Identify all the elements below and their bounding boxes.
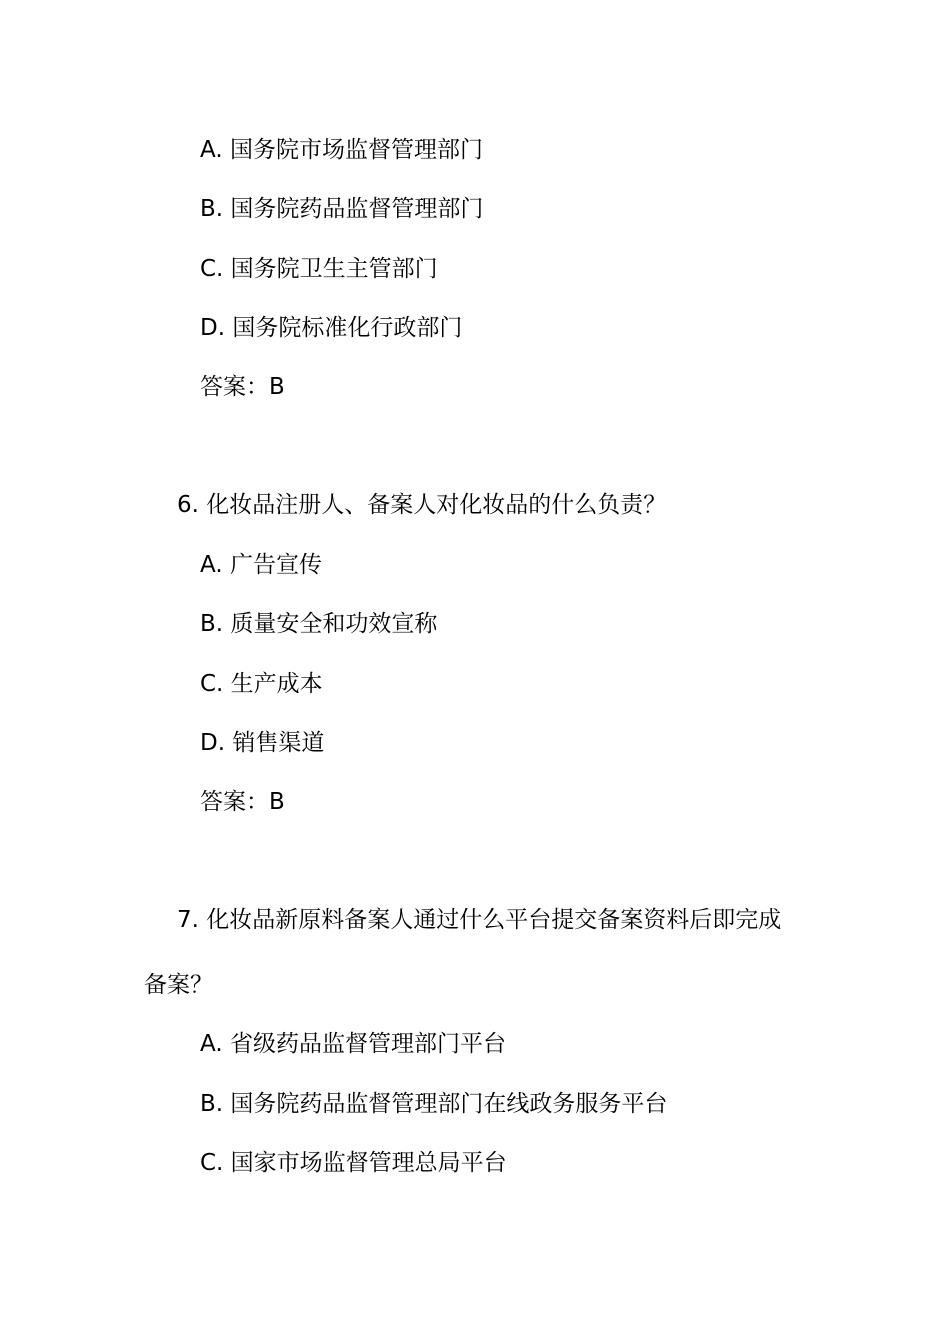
q6-option-c: C. 生产成本 [200,671,323,697]
q6-answer: 答案：B [200,789,285,815]
q5-option-a: A. 国务院市场监督管理部门 [200,137,483,163]
q5-option-b: B. 国务院药品监督管理部门 [200,196,484,222]
q7-option-a: A. 省级药品监督管理部门平台 [200,1031,506,1057]
q6-question: 6. 化妆品注册人、备案人对化妆品的什么负责？ [177,492,667,518]
q7-question-line1: 7. 化妆品新原料备案人通过什么平台提交备案资料后即完成 [177,907,782,933]
q6-option-a: A. 广告宣传 [200,552,322,578]
q6-option-b: B. 质量安全和功效宣称 [200,611,438,637]
q7-question-line2: 备案？ [144,972,213,998]
q5-option-d: D. 国务院标准化行政部门 [200,315,463,341]
q5-option-c: C. 国务院卫生主管部门 [200,256,438,282]
q6-option-d: D. 销售渠道 [200,730,325,756]
q7-option-c: C. 国家市场监督管理总局平台 [200,1150,507,1176]
q7-option-b: B. 国务院药品监督管理部门在线政务服务平台 [200,1091,668,1117]
q5-answer: 答案：B [200,374,285,400]
